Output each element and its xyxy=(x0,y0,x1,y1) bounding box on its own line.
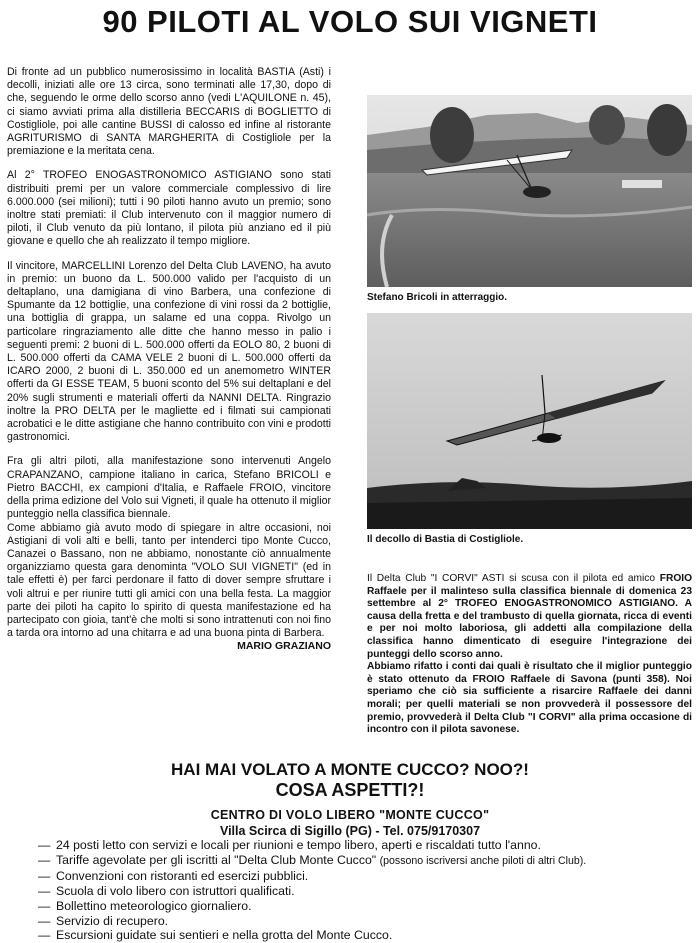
list-item xyxy=(0,914,700,929)
advert-features-list xyxy=(0,838,700,943)
dash-bullet: — xyxy=(38,883,51,898)
article-signature: MARIO GRAZIANO xyxy=(237,640,331,653)
dash-bullet: — xyxy=(38,913,51,928)
list-item-text: Convenzioni con ristoranti ed esercizi pubblici. xyxy=(56,868,309,883)
notice-text-bold: Abbiamo rifatto i conti dai quali è risultato che il miglior punteggio è stato ottenuto da FROIO Raffaele di Savona (punti 358). Noi speriamo che ciò sia sufficiente a risarcire Raffaele dei danni morali; per quelli materiali se non provvederà il possessore del premio, provvederà il Delta Club "I CORVI" alla prima occasione di incontro con il pilota savonese. xyxy=(367,661,692,736)
advert-subheadline: COSA ASPETTI?! xyxy=(275,780,425,800)
notice-paragraph xyxy=(367,573,692,661)
article-paragraph: Come abbiamo già avuto modo di spiegare in altre occasioni, noi Astigiani di voli alti e belli, tanto per intenderci tipo Monte Cucco, Canazei o Bassano, non ne abbiamo, nonostante ciò annualmente organizziamo questa gara denominta "VOLO SUI VIGNETI" (ed in tale effetti è) per farci perdonare il fatto di dover sempre sfruttare i voli altrui e per riunire tutti gli amici con una bella festa. La maggior parte dei piloti ha capito lo spirito di questa manifestazione ed ha partecipato con gioia, tant'è che molti si sono intrattenuti con noi fino a tarda ora intorno ad una chitarra e ad una buona pinta di Barbera. xyxy=(7,521,331,640)
list-item xyxy=(0,899,700,914)
notice-text-bold: FROIO Raffaele per il malinteso sulla classifica biennale di domenica 23 settembre al 2° TROFEO ENOGASTRONOMICO ASTIGIANO. A causa della fretta e del trambusto di quella giornata, ricca di eventi e per noi molto laboriosa, gli addetti alla compilazione della classifica hanno dimenticato di eseguire l'integrazione dei punteggi dello scorso anno. xyxy=(367,573,692,660)
list-item-text: Scuola di volo libero con istruttori qualificati. xyxy=(56,883,295,898)
list-item-text: Bollettino meteorologico giornaliero. xyxy=(56,898,252,913)
article-paragraph: Al 2° TROFEO ENOGASTRONOMICO ASTIGIANO sono stati distribuiti premi per un valore commerciale complessivo di lire 6.000.000 (sei milioni); tutti i 90 piloti hanno avuto un premio; sono inoltre stati premiati: il Club intervenuto con il maggior numero di piloti, il Club venuto da più lontano, il pilota più anziano ed il più giovane e quello che ah realizzato il tempo migliore. xyxy=(7,169,331,248)
dash-bullet: — xyxy=(38,852,51,867)
list-item-text: 24 posti letto con servizi e locali per riunioni e tempo libero, aperti e riscaldati tutto l'anno. xyxy=(56,838,541,852)
list-item-text: Servizio di recupero. xyxy=(56,913,169,928)
dash-bullet: — xyxy=(38,868,51,883)
dash-bullet: — xyxy=(38,898,51,913)
article-paragraph: Fra gli altri piloti, alla manifestazione sono intervenuti Angelo CRAPANZANO, campione italiano in carica, Stefano BRICOLI e Pietro BACCHI, ex campioni d'Italia, e Raffaele FROIO, vincitore della prima edizione del Volo sui Vigneti, il quale ha ottenuto il miglior punteggio nella classifica biennale. xyxy=(7,455,331,521)
photo-caption: Il decollo di Bastia di Costigliole. xyxy=(367,534,524,545)
list-item xyxy=(0,869,700,884)
dash-bullet: — xyxy=(38,838,51,852)
list-item xyxy=(0,884,700,899)
list-item xyxy=(0,853,700,869)
advert-headline: HAI MAI VOLATO A MONTE CUCCO? NOO?! xyxy=(171,760,529,779)
article-paragraph: Di fronte ad un pubblico numerosissimo in località BASTIA (Asti) i decolli, iniziati alle ore 13 circa, sono terminati alle 17,30, dopo di che, seguendo le orme dello scorso anno (vedi L'AQUILONE n. 45), ci siamo avviati prima alla distilleria BECCARIS di BOGLIETTO di Costigliole, poi alle cantine BUSSI di calosso ed infine al ristorante AGRITURISMO di SANTA MARGHERITA di Costigliole per la premiazione e la meritata cena. xyxy=(7,66,331,158)
advert-address: Villa Scirca di Sigillo (PG) - Tel. 075/9170307 xyxy=(219,824,481,838)
article-body xyxy=(7,66,331,665)
advert-center-name: CENTRO DI VOLO LIBERO "MONTE CUCCO" xyxy=(210,808,490,822)
list-item-text: Tariffe agevolate per gli iscritti al "Delta Club Monte Cucco" xyxy=(56,852,377,867)
page-title: 90 PILOTI AL VOLO SUI VIGNETI xyxy=(102,4,598,39)
notice-paragraph xyxy=(367,661,692,737)
landing-photo-image xyxy=(367,95,692,287)
article-paragraph: Il vincitore, MARCELLINI Lorenzo del Delta Club LAVENO, ha avuto in premio: un buono da L. 500.000 valido per l'acquisto di un deltaplano, una damigiana di vino Barbera, una confezione di Spumante da 12 bottiglie, una confezione di vini rossi da 2 bottiglie, una bottiglia di grappa, un salame ed una coppa. Rivolgo un particolare ringraziamento alle ditte che hanno messo in palio i seguenti premi: 2 buoni di L. 500.000 offerti da EOLO 80, 2 buoni di L. 500.000 offerti da CAMA VELE 2 buoni di L. 500.000 offerti da ICARO 2000, 2 buoni di L. 350.000 ed un anemometro WINTER offerti da GI ESSE TEAM, 5 buoni sconto del 5% sui deltaplani e del 20% sugli strumenti e materiali offerti da NANNI DELTA. Ringrazio inoltre la PRO DELTA per le magliette ed i filmati sui campionati acrobatici e le ditte astigiane che hanno contribuito con vini e prodotti gastronomici. xyxy=(7,259,331,444)
apology-notice xyxy=(367,573,692,737)
notice-text: Il Delta Club "I CORVI" ASTI si scusa con il pilota ed amico xyxy=(367,573,660,584)
takeoff-photo xyxy=(367,313,692,529)
dash-bullet: — xyxy=(38,928,51,943)
list-item-text: Escursioni guidate sui sentieri e nella grotta del Monte Cucco. xyxy=(56,928,393,943)
photo-caption: Stefano Bricoli in atterraggio. xyxy=(367,292,508,303)
takeoff-photo-image xyxy=(367,313,692,529)
list-item-note: (possono iscriversi anche piloti di altri Club). xyxy=(379,854,587,867)
list-item xyxy=(0,838,700,853)
monte-cucco-advert xyxy=(0,760,700,838)
landing-photo xyxy=(367,95,692,287)
